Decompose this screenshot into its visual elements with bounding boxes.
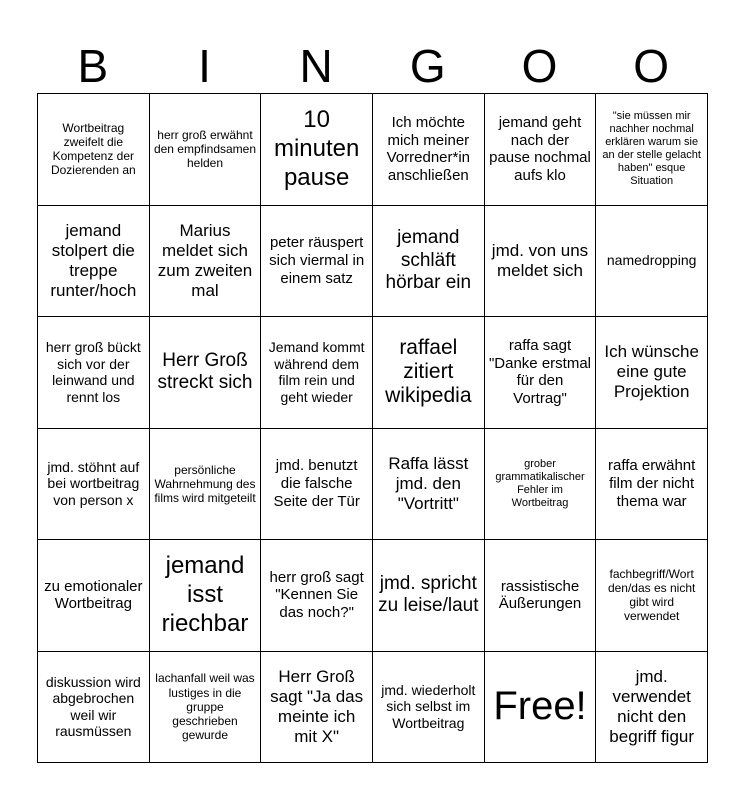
bingo-cell[interactable]: raffa sagt "Danke erstmal für den Vortrag" <box>485 317 597 429</box>
free-cell[interactable]: Free! <box>485 652 597 764</box>
bingo-cell[interactable]: herr groß sagt "Kennen Sie das noch?" <box>261 540 373 652</box>
bingo-cell[interactable]: Ich möchte mich meiner Vorredner*in anschließen <box>373 94 485 206</box>
header-letter: O <box>633 40 670 92</box>
header-letter: N <box>299 40 333 92</box>
bingo-cell[interactable]: Ich wünsche eine gute Projektion <box>596 317 708 429</box>
bingo-cell[interactable]: raffael zitiert wikipedia <box>373 317 485 429</box>
bingo-cell[interactable]: Jemand kommt während dem film rein und geht wieder <box>261 317 373 429</box>
bingo-cell[interactable]: peter räuspert sich viermal in einem satz <box>261 206 373 318</box>
bingo-cell[interactable]: herr groß bückt sich vor der leinwand und rennt los <box>38 317 150 429</box>
bingo-cell[interactable]: fachbegriff/Wort den/das es nicht gibt wird verwendet <box>596 540 708 652</box>
bingo-cell[interactable]: raffa erwähnt film der nicht thema war <box>596 429 708 541</box>
bingo-cell[interactable]: jmd. verwendet nicht den begriff figur <box>596 652 708 764</box>
bingo-cell[interactable]: "sie müssen mir nachher nochmal erklären warum sie an der stelle gelacht haben" esque Situation <box>596 94 708 206</box>
bingo-cell[interactable]: grober grammatikalischer Fehler im Wortbeitrag <box>485 429 597 541</box>
bingo-cell[interactable]: Wortbeitrag zweifelt die Kompetenz der Dozierenden an <box>38 94 150 206</box>
bingo-cell[interactable]: lachanfall weil was lustiges in die gruppe geschrieben gewurde <box>150 652 262 764</box>
bingo-cell[interactable]: jmd. von uns meldet sich <box>485 206 597 318</box>
header-letter: I <box>198 40 211 92</box>
header-letter: G <box>409 40 446 92</box>
bingo-cell[interactable]: rassistische Äußerungen <box>485 540 597 652</box>
bingo-cell[interactable]: Marius meldet sich zum zweiten mal <box>150 206 262 318</box>
bingo-cell[interactable]: zu emotionaler Wortbeitrag <box>38 540 150 652</box>
bingo-cell[interactable]: jemand geht nach der pause nochmal aufs klo <box>485 94 597 206</box>
bingo-cell[interactable]: herr groß erwähnt den empfindsamen helden <box>150 94 262 206</box>
bingo-cell[interactable]: jmd. wiederholt sich selbst im Wortbeitrag <box>373 652 485 764</box>
bingo-grid <box>37 93 708 763</box>
header-letter: B <box>77 40 109 92</box>
bingo-cell[interactable]: jmd. stöhnt auf bei wortbeitrag von person x <box>38 429 150 541</box>
bingo-cell[interactable]: Herr Groß sagt "Ja das meinte ich mit X" <box>261 652 373 764</box>
bingo-cell[interactable]: Herr Groß streckt sich <box>150 317 262 429</box>
bingo-cell[interactable]: namedropping <box>596 206 708 318</box>
bingo-cell[interactable]: jemand stolpert die treppe runter/hoch <box>38 206 150 318</box>
bingo-header <box>37 38 707 94</box>
bingo-cell[interactable]: jmd. spricht zu leise/laut <box>373 540 485 652</box>
bingo-cell[interactable]: jmd. benutzt die falsche Seite der Tür <box>261 429 373 541</box>
bingo-cell[interactable]: Raffa lässt jmd. den "Vortritt" <box>373 429 485 541</box>
bingo-cell[interactable]: jemand isst riechbar <box>150 540 262 652</box>
bingo-cell[interactable]: diskussion wird abgebrochen weil wir rausmüssen <box>38 652 150 764</box>
bingo-cell[interactable]: 10 minuten pause <box>261 94 373 206</box>
bingo-cell[interactable]: persönliche Wahrnehmung des films wird mitgeteilt <box>150 429 262 541</box>
bingo-cell[interactable]: jemand schläft hörbar ein <box>373 206 485 318</box>
header-letter: O <box>521 40 558 92</box>
